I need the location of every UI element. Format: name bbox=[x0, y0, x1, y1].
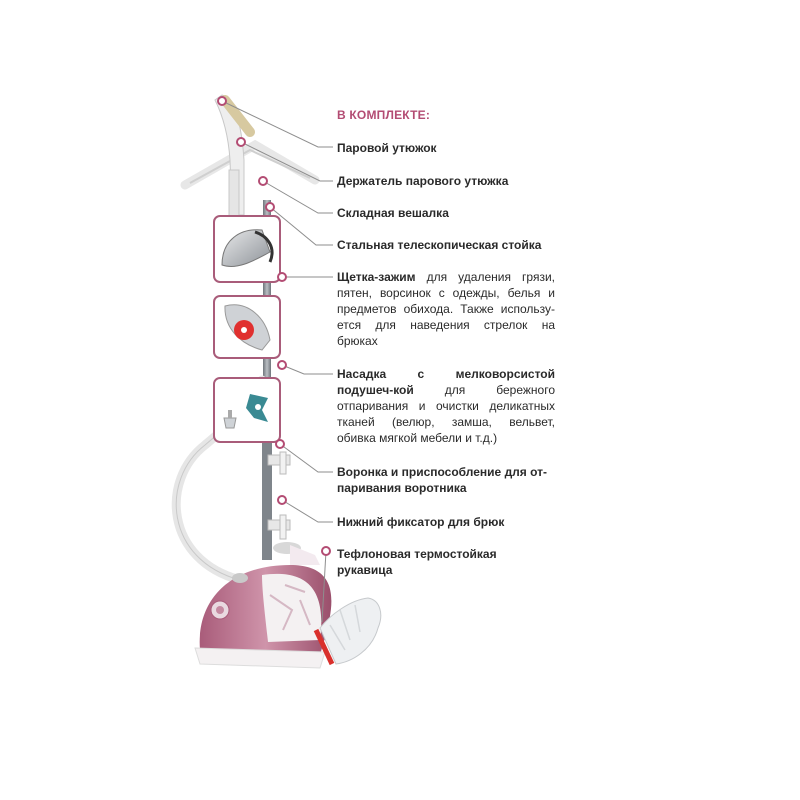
item-title: Насадка с мелковорсистой подушеч-кой bbox=[337, 367, 555, 397]
leader-6 bbox=[282, 365, 333, 374]
item-trouser-clamp bbox=[337, 514, 567, 530]
collar-funnel-icon bbox=[214, 378, 280, 442]
folding-hanger bbox=[185, 145, 315, 185]
item-telescopic-pole bbox=[337, 237, 567, 253]
item-description: для удаления грязи, пятен, ворсинок с одежды, белья и предметов обихода. Также использу-ется для наведения стрелок на брюках bbox=[337, 270, 555, 348]
item-title: Паровой утюжок bbox=[337, 141, 437, 155]
leader-8 bbox=[282, 500, 333, 522]
item-title: Воронка и приспособление для от-паривания воротника bbox=[337, 465, 548, 495]
item-collar-funnel bbox=[337, 464, 555, 496]
item-title: Тефлоновая термостойкая рукавица bbox=[337, 547, 497, 577]
steamer-body bbox=[195, 542, 331, 668]
item-title: Складная вешалка bbox=[337, 206, 449, 220]
item-folding-hanger bbox=[337, 205, 567, 221]
iron-holder bbox=[215, 95, 250, 220]
item-brush-clamp bbox=[337, 269, 555, 349]
item-title: Нижний фиксатор для брюк bbox=[337, 515, 505, 529]
item-description: для бережного отпаривания и очистки деликатных тканей (велюр, замша, вельвет, обивка мягкой мебели и т.д.) bbox=[337, 383, 555, 445]
item-title: Стальная телескопическая стойка bbox=[337, 238, 542, 252]
item-velvet-pad bbox=[337, 366, 555, 446]
item-title: Держатель парового утюжка bbox=[337, 174, 509, 188]
velvet-pad-icon bbox=[214, 296, 280, 358]
section-heading: В КОМПЛЕКТЕ: bbox=[337, 108, 431, 122]
item-steam-iron bbox=[337, 140, 567, 156]
brush-clamp-icon bbox=[214, 216, 280, 282]
item-iron-holder bbox=[337, 173, 567, 189]
item-title: Щетка-зажим bbox=[337, 270, 416, 284]
item-teflon-glove bbox=[337, 546, 507, 578]
